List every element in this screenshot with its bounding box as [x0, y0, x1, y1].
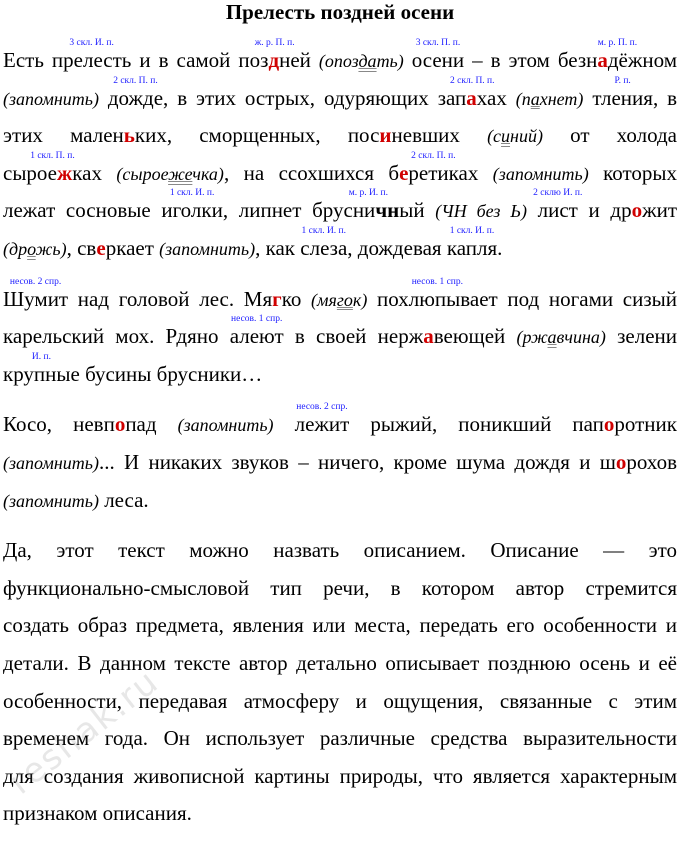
grammar-annotation: несов. 2 спр.: [9, 276, 62, 287]
text-run: ках: [72, 160, 102, 185]
grammar-annotation: несов. 2 спр.: [296, 402, 348, 413]
text-run: карельский мох. Рдяно: [3, 324, 230, 349]
paragraph: [3, 38, 678, 268]
text-run: Да, этот текст можно назвать описанием. Описание — это: [3, 538, 677, 563]
text-run: чка): [192, 163, 224, 184]
paragraph: [3, 402, 677, 519]
text-run: рохов: [626, 449, 677, 474]
text-line: [3, 402, 677, 444]
document-title: Прелесть поздней осени: [225, 0, 455, 24]
text-run: Косо, невп: [3, 412, 115, 437]
text-line: [3, 117, 677, 155]
annotated-word: [377, 276, 498, 311]
text-run: (ЧН без Ь): [435, 201, 527, 222]
grammar-annotation: 3 скл. П. п.: [415, 38, 461, 48]
highlighted-letter: д: [268, 48, 280, 72]
text-run: ть): [376, 51, 404, 71]
text-run: под ногами сизый: [497, 286, 677, 311]
text-run: (др: [3, 238, 28, 259]
text-run: ... И никаких звуков – ничего, кроме шума дождя и ш: [98, 449, 616, 474]
text-line: [3, 532, 677, 570]
text-run: (запомнить): [3, 452, 99, 473]
text-line: [3, 150, 678, 193]
text-run: в своей нерж: [283, 324, 424, 349]
grammar-annotation: 2 склю И. п.: [533, 188, 583, 199]
text-run: зелени: [605, 324, 677, 349]
text-run: , как: [255, 235, 301, 260]
text-run: , дождевая: [347, 235, 447, 260]
text-run: создать образ предмета, явления или места, передать его особенности и: [3, 613, 677, 638]
text-run: поз: [238, 48, 269, 72]
text-run: от холода: [542, 123, 677, 148]
text-line: [3, 758, 677, 796]
text-run: и в самой: [131, 48, 239, 72]
text-line: [3, 482, 677, 520]
text-run: тления: [592, 85, 653, 110]
check-word-hint: [178, 415, 274, 435]
text-run: невших: [391, 123, 488, 148]
annotated-word: [388, 150, 479, 185]
highlighted-letter: е: [399, 160, 409, 185]
text-run: (рж: [516, 327, 548, 348]
grammar-annotation: ж. р. П. п.: [254, 38, 295, 48]
check-word-hint: [3, 239, 67, 259]
highlighted-letter: ж: [57, 160, 73, 185]
highlighted-letter: г: [272, 286, 282, 311]
text-run: алеют: [229, 324, 284, 349]
text-run: [311, 48, 319, 72]
annotated-word: [229, 314, 284, 349]
text-run: капля: [446, 235, 498, 260]
check-word-hint: [516, 89, 584, 109]
annotated-word: [3, 351, 80, 386]
check-word-hint: [311, 290, 367, 310]
paragraph: [3, 532, 677, 833]
text-run: (запомнить): [492, 163, 589, 184]
highlighted-letter: ь: [123, 123, 135, 148]
text-run: (с: [487, 126, 502, 147]
grammar-annotation: м. р. И. п.: [348, 188, 389, 199]
text-run: , липнет: [222, 198, 313, 223]
text-run: ротник: [614, 412, 677, 437]
text-run: жь): [35, 238, 67, 259]
check-word-hint: [435, 201, 527, 221]
text-run: функционально-смысловой тип речи, в котором автор стремится: [3, 575, 677, 600]
text-run: (запомнить): [3, 88, 99, 109]
text-run: пад: [125, 412, 178, 437]
text-run: , в: [652, 85, 678, 110]
check-word-hint: [3, 89, 99, 109]
text-run: ретиках: [408, 160, 479, 185]
annotated-word: [312, 188, 425, 223]
grammar-annotation: несов. 1 спр.: [411, 276, 464, 287]
text-run: прелесть: [51, 48, 132, 72]
text-run: .: [497, 235, 503, 260]
text-run: , в этих острых, одуряющих: [163, 85, 438, 110]
text-run: крупные: [3, 361, 80, 386]
text-run: [478, 161, 492, 185]
annotated-word: [446, 225, 498, 260]
text-run: временем года. Он использует различные средства выразительности: [3, 726, 677, 751]
text-run: б: [388, 160, 400, 185]
text-run: вчина): [556, 327, 606, 348]
text-line: [3, 276, 677, 319]
text-run: [274, 412, 295, 436]
grammar-annotation: 1 скл. П. п.: [30, 150, 75, 161]
text-run: ко: [281, 286, 312, 311]
text-run: ней: [279, 48, 311, 72]
text-run: которых: [588, 160, 678, 185]
check-word-hint: [516, 327, 605, 347]
bold-letters: чн: [375, 198, 400, 223]
grammar-annotation: 1 скл. И. п.: [449, 225, 495, 236]
text-run: (запомнить): [159, 238, 256, 259]
text-run: сырое: [3, 160, 58, 185]
text-run: ний): [510, 126, 543, 147]
text-run: [99, 86, 108, 110]
annotated-word: [238, 38, 311, 72]
grammar-annotation: м. р. П. п.: [597, 38, 638, 48]
underlined-letters: же: [168, 163, 193, 184]
text-line: [3, 188, 678, 230]
text-run: и др: [577, 198, 632, 223]
text-run: (п: [515, 88, 531, 109]
grammar-annotation: 2 скл. П. п.: [450, 75, 495, 86]
text-run: леса.: [98, 487, 149, 512]
text-run: к): [352, 289, 368, 310]
text-line: [3, 351, 677, 394]
text-line: [3, 444, 677, 482]
grammar-annotation: 1 скл. И. п.: [169, 188, 215, 199]
text-run: (запомнить): [177, 415, 274, 436]
highlighted-letter: а: [466, 85, 477, 110]
text-run: [102, 161, 116, 185]
grammar-annotation: И. п.: [31, 351, 51, 362]
text-run: Есть: [3, 48, 52, 72]
text-run: лежит: [294, 412, 350, 437]
text-run: [367, 287, 377, 311]
text-run: детали. В данном тексте автор детально описывает позднюю осень и её: [3, 650, 677, 675]
text-run: (сырое: [116, 163, 169, 184]
text-line: [3, 75, 678, 118]
grammar-annotation: 3 скл. И. п.: [69, 38, 114, 48]
text-run: брусни: [312, 198, 376, 223]
text-run: особенности, передавая атмосферу и ощущения, связанные с этим: [3, 688, 677, 713]
text-run: ый: [399, 198, 425, 223]
annotated-word: [3, 276, 69, 311]
text-run: (запомнить): [3, 490, 99, 511]
check-word-hint: [3, 453, 99, 473]
text-run: похлюпывает: [377, 286, 498, 311]
text-run: [425, 198, 436, 222]
check-word-hint: [319, 51, 404, 71]
text-run: для создания живописной картины природы, что является характерным: [3, 763, 677, 788]
paragraph: [3, 276, 677, 394]
text-run: этих мален: [3, 123, 124, 148]
text-run: [583, 86, 592, 110]
underlined-letters: да: [358, 51, 377, 71]
text-run: ких, сморщенных, пос: [134, 123, 380, 148]
text-run: Шумит: [3, 286, 69, 311]
annotated-word: [300, 225, 348, 260]
annotated-word: [161, 188, 223, 223]
text-run: [527, 198, 538, 222]
text-run: ркает: [105, 235, 160, 260]
grammar-annotation: 2 скл. П. п.: [113, 75, 158, 86]
text-run: дёжном: [607, 48, 678, 72]
text-run: хнет): [539, 88, 584, 109]
annotated-word: [557, 38, 678, 72]
text-run: (мя: [311, 289, 337, 310]
text-run: над головой лес. Мя: [68, 286, 273, 311]
highlighted-letter: о: [631, 198, 643, 223]
grammar-annotation: Р. п.: [614, 75, 631, 86]
text-line: [3, 795, 677, 833]
text-run: лист: [537, 198, 578, 223]
annotated-word: [51, 38, 132, 72]
grammar-annotation: 1 скл. И. п.: [301, 225, 347, 236]
highlighted-letter: и: [379, 123, 392, 148]
annotated-word: [411, 38, 465, 72]
text-run: веющей: [433, 324, 517, 349]
underlined-letters: го: [336, 289, 353, 310]
text-run: – в этом: [464, 48, 558, 72]
text-run: (опоз: [318, 51, 359, 71]
text-line: [3, 38, 678, 80]
highlighted-letter: о: [615, 449, 627, 474]
text-line: [3, 570, 677, 608]
highlighted-letter: е: [96, 235, 106, 260]
grammar-annotation: 2 скл. П. п.: [411, 150, 456, 161]
text-run: осени: [411, 48, 465, 72]
text-line: [3, 225, 677, 268]
underlined-letters: о: [27, 238, 36, 259]
text-run: , св: [66, 235, 97, 260]
text-run: [507, 86, 516, 110]
text-run: лежат сосновые: [3, 198, 162, 223]
highlighted-letter: а: [597, 48, 608, 72]
highlighted-letter: а: [423, 324, 434, 349]
text-run: безн: [557, 48, 598, 72]
check-word-hint: [493, 164, 589, 184]
highlighted-letter: о: [114, 412, 126, 437]
annotated-word: [437, 75, 507, 110]
check-word-hint: [3, 491, 99, 511]
text-run: иголки: [161, 198, 223, 223]
check-word-hint: [487, 126, 543, 146]
text-line: [3, 607, 677, 645]
grammar-annotation: несов. 1 спр.: [231, 314, 283, 325]
check-word-hint: [159, 239, 255, 259]
text-run: хах: [476, 85, 507, 110]
text-line: [3, 314, 677, 356]
highlighted-letter: о: [603, 412, 615, 437]
text-run: признаком описания.: [3, 801, 192, 826]
text-run: бусины брусники…: [79, 361, 263, 386]
text-run: рыжий, поникший пап: [349, 412, 604, 437]
text-run: дожде: [107, 85, 164, 110]
annotated-word: [294, 402, 350, 437]
text-run: [404, 48, 412, 72]
annotated-word: [592, 75, 653, 110]
underlined-letters: а: [530, 88, 540, 109]
text-line: [3, 645, 677, 683]
text-run: слеза: [300, 235, 348, 260]
text-run: жит: [642, 198, 678, 223]
annotated-word: [107, 75, 164, 110]
underlined-letters: а: [547, 327, 557, 348]
check-word-hint: [116, 164, 224, 184]
watermark-logo: reshak.ru: [1, 661, 167, 803]
annotated-word: [3, 150, 102, 185]
annotated-word: [533, 188, 583, 223]
text-run: зап: [437, 85, 467, 110]
text-run: , на ссохшихся: [223, 160, 389, 185]
underlined-letters: и: [501, 126, 511, 147]
